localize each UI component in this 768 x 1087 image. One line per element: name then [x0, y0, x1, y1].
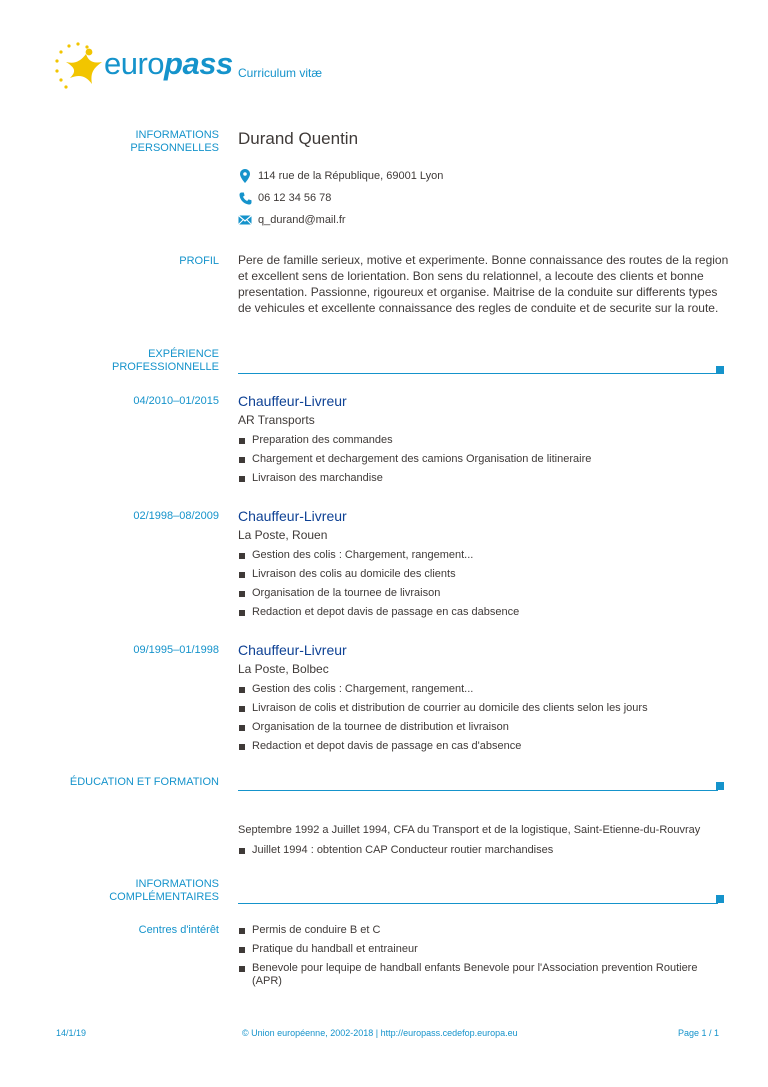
additional-info-divider	[238, 903, 718, 904]
footer-date: 14/1/19	[56, 1028, 87, 1038]
list-item: Gestion des colis : Chargement, rangement...	[238, 683, 728, 696]
job-entry	[238, 393, 728, 491]
education-divider	[238, 790, 718, 791]
address-text: 114 rue de la République, 69001 Lyon	[258, 170, 444, 182]
list-item: Organisation de la tournee de livraison	[238, 587, 728, 600]
education-entry	[238, 824, 728, 863]
list-item: Permis de conduire B et C	[238, 924, 728, 937]
list-item: Livraison des marchandise	[238, 472, 728, 485]
list-item: Gestion des colis : Chargement, rangement...	[238, 549, 728, 562]
candidate-name: Durand Quentin	[238, 129, 359, 148]
profile-label: PROFIL	[179, 255, 219, 267]
email-row[interactable]	[238, 212, 346, 228]
additional-info-label	[40, 878, 219, 904]
list-item: Preparation des commandes	[238, 434, 728, 447]
job-task-list	[238, 549, 728, 619]
list-item: Redaction et depot davis de passage en cas d'absence	[238, 740, 728, 753]
job-entry	[238, 508, 728, 625]
interests-label: Centres d'intérêt	[138, 924, 219, 936]
personal-info-label-line2: PERSONNELLES	[130, 142, 219, 154]
personal-info-label-line1: INFORMATIONS	[135, 129, 219, 141]
email-link[interactable]: q_durand@mail.fr	[258, 214, 346, 226]
phone-row	[238, 190, 331, 206]
experience-label-line2: PROFESSIONNELLE	[112, 361, 219, 373]
list-item: Chargement et dechargement des camions Organisation de litineraire	[238, 453, 728, 466]
job-title: Chauffeur-Livreur	[238, 393, 347, 409]
list-item: Pratique du handball et entraineur	[238, 943, 728, 956]
address-row	[238, 168, 443, 184]
job-task-list	[238, 434, 728, 485]
additional-info-label-line2: COMPLÉMENTAIRES	[109, 891, 219, 903]
education-text: Septembre 1992 a Juillet 1994, CFA du Transport et de la logistique, Saint-Etienne-du-Rouvray	[238, 824, 701, 836]
experience-divider	[238, 373, 718, 374]
interests-list	[238, 924, 728, 988]
education-list	[238, 844, 728, 857]
list-item: Organisation de la tournee de distribution et livraison	[238, 721, 728, 734]
europass-logo	[52, 40, 233, 95]
additional-info-label-line1: INFORMATIONS	[135, 878, 219, 890]
list-item: Juillet 1994 : obtention CAP Conducteur routier marchandises	[238, 844, 728, 857]
experience-divider-square	[716, 366, 724, 374]
footer-page-number: Page 1 / 1	[678, 1028, 720, 1038]
interests-entry	[238, 918, 728, 994]
job-title: Chauffeur-Livreur	[238, 508, 347, 524]
additional-info-divider-square	[716, 895, 724, 903]
document-subtitle: Curriculum vitæ	[238, 66, 323, 80]
education-divider-square	[716, 782, 724, 790]
job-employer: La Poste, Bolbec	[238, 662, 329, 676]
job-entry	[238, 642, 728, 759]
footer-copyright[interactable]: © Union européenne, 2002-2018 | http://europass.cedefop.europa.eu	[242, 1028, 518, 1038]
job-task-list	[238, 683, 728, 753]
logo-text-euro: euro	[104, 46, 165, 81]
list-item: Redaction et depot davis de passage en cas dabsence	[238, 606, 728, 619]
list-item: Livraison de colis et distribution de courrier au domicile des clients selon les jours	[238, 702, 728, 715]
job-dates: 04/2010–01/2015	[133, 395, 219, 407]
job-dates: 09/1995–01/1998	[133, 644, 219, 656]
phone-text: 06 12 34 56 78	[258, 192, 332, 204]
personal-info-label	[40, 129, 219, 155]
experience-label	[40, 348, 219, 374]
list-item: Benevole pour lequipe de handball enfants Benevole pour l'Association prevention Routiere (APR)	[238, 962, 728, 988]
experience-label-line1: EXPÉRIENCE	[148, 348, 219, 360]
job-employer: La Poste, Rouen	[238, 528, 328, 542]
profile-text: Pere de famille serieux, motive et experimente. Bonne connaissance des routes de la region et excellent sens de lorientation. Bon sens du relationnel, a lecoute des clients et bonne presentation. Passionne, rigoureux et organise. Maitrise de la conduite sur differents types de vehicules et excellente connaissance des regles de conduite et de securite sur la route.	[238, 253, 729, 315]
list-item: Livraison des colis au domicile des clients	[238, 568, 728, 581]
job-dates: 02/1998–08/2009	[133, 510, 219, 522]
envelope-icon	[238, 213, 252, 227]
education-label: ÉDUCATION ET FORMATION	[69, 776, 219, 788]
location-pin-icon	[238, 169, 252, 183]
job-employer: AR Transports	[238, 413, 315, 427]
logo-text-pass: pass	[164, 46, 233, 81]
job-title: Chauffeur-Livreur	[238, 642, 347, 658]
phone-icon	[238, 191, 252, 205]
